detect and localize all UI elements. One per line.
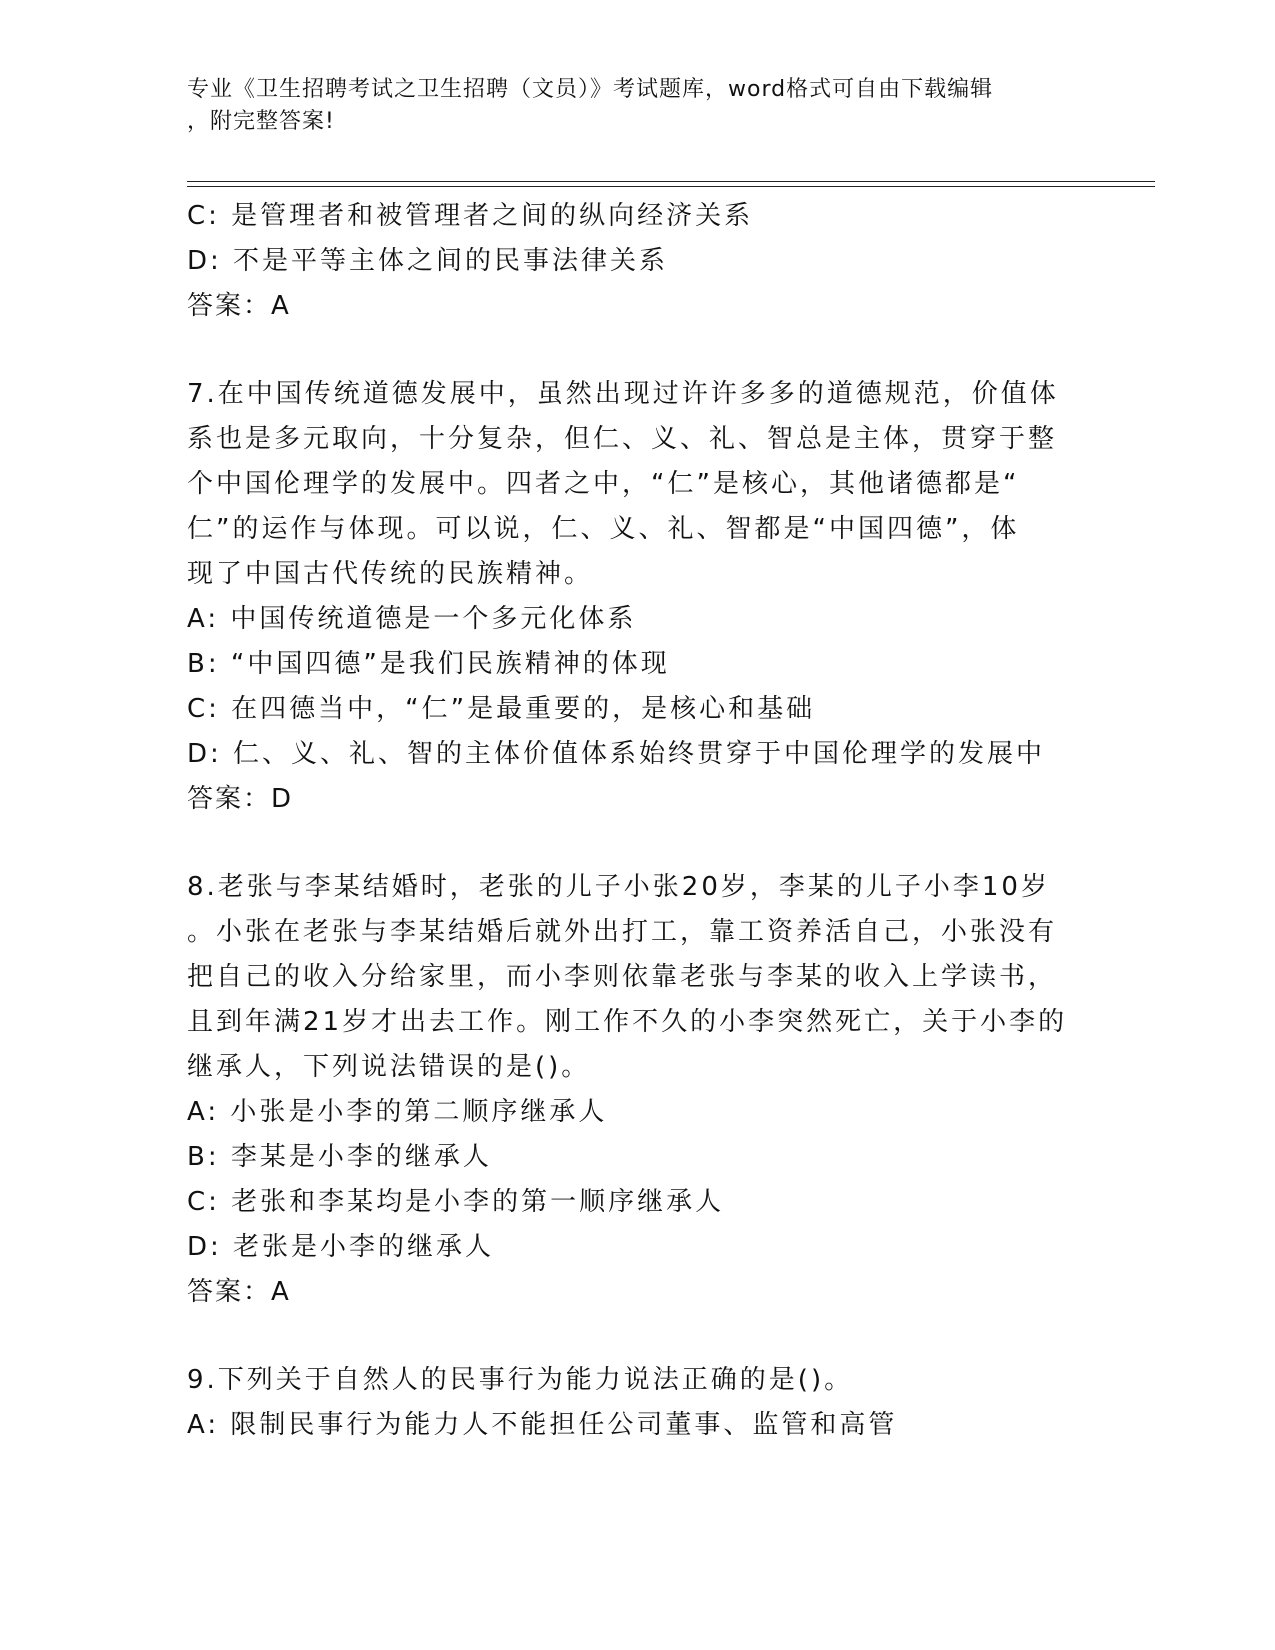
option-a: A: 小张是小李的第二顺序继承人 [187,1097,608,1127]
document-header [187,74,1067,138]
question-stem-line: 仁”的运作与体现。可以说，仁、义、礼、智都是“中国四德”，体 [187,514,1020,544]
question-stem-line: 。小张在老张与李某结婚后就外出打工，靠工资养活自己，小张没有 [187,917,1058,947]
option-a: A: 限制民事行为能力人不能担任公司董事、监管和高管 [187,1410,898,1440]
question-stem-line: 系也是多元取向，十分复杂，但仁、义、礼、智总是主体，贯穿于整 [187,424,1058,454]
header-line-2: ，附完整答案! [187,109,335,134]
question-stem-line: 把自己的收入分给家里，而小李则依靠老张与李某的收入上学读书， [187,962,1058,992]
spacer [187,822,1087,865]
answer: 答案：A [187,1277,291,1307]
question-9 [187,1358,1087,1448]
option-b: B: 李某是小李的继承人 [187,1142,492,1172]
question-stem-line: 继承人，下列说法错误的是()。 [187,1052,591,1082]
spacer [187,329,1087,372]
option-c: C: 是管理者和被管理者之间的纵向经济关系 [187,201,754,231]
option-b: B: “中国四德”是我们民族精神的体现 [187,649,670,679]
question-stem-line: 且到年满21岁才出去工作。刚工作不久的小李突然死亡，关于小李的 [187,1007,1068,1037]
question-stem-line: 7.在中国传统道德发展中，虽然出现过许许多多的道德规范，价值体 [187,379,1059,409]
question-list [187,194,1087,1448]
question-6-tail [187,194,1087,329]
header-line-1: 专业《卫生招聘考试之卫生招聘（文员）》考试题库，word格式可自由下载编辑 [187,77,994,102]
header-divider-bottom [187,186,1155,187]
header-divider-top [187,181,1155,182]
question-stem-line: 现了中国古代传统的民族精神。 [187,559,594,589]
answer: 答案：A [187,291,291,321]
answer: 答案：D [187,784,294,814]
option-d: D: 老张是小李的继承人 [187,1232,495,1262]
question-7 [187,372,1087,822]
option-c: C: 在四德当中，“仁”是最重要的，是核心和基础 [187,694,816,724]
question-stem-line: 9.下列关于自然人的民事行为能力说法正确的是()。 [187,1365,854,1395]
option-c: C: 老张和李某均是小李的第一顺序继承人 [187,1187,725,1217]
option-d: D: 仁、义、礼、智的主体价值体系始终贯穿于中国伦理学的发展中 [187,739,1046,769]
question-stem-line: 8.老张与李某结婚时，老张的儿子小张20岁，李某的儿子小李10岁 [187,872,1050,902]
option-a: A: 中国传统道德是一个多元化体系 [187,604,637,634]
question-8 [187,865,1087,1315]
option-d: D: 不是平等主体之间的民事法律关系 [187,246,669,276]
spacer [187,1315,1087,1358]
question-stem-line: 个中国伦理学的发展中。四者之中，“仁”是核心，其他诸德都是“ [187,469,1020,499]
